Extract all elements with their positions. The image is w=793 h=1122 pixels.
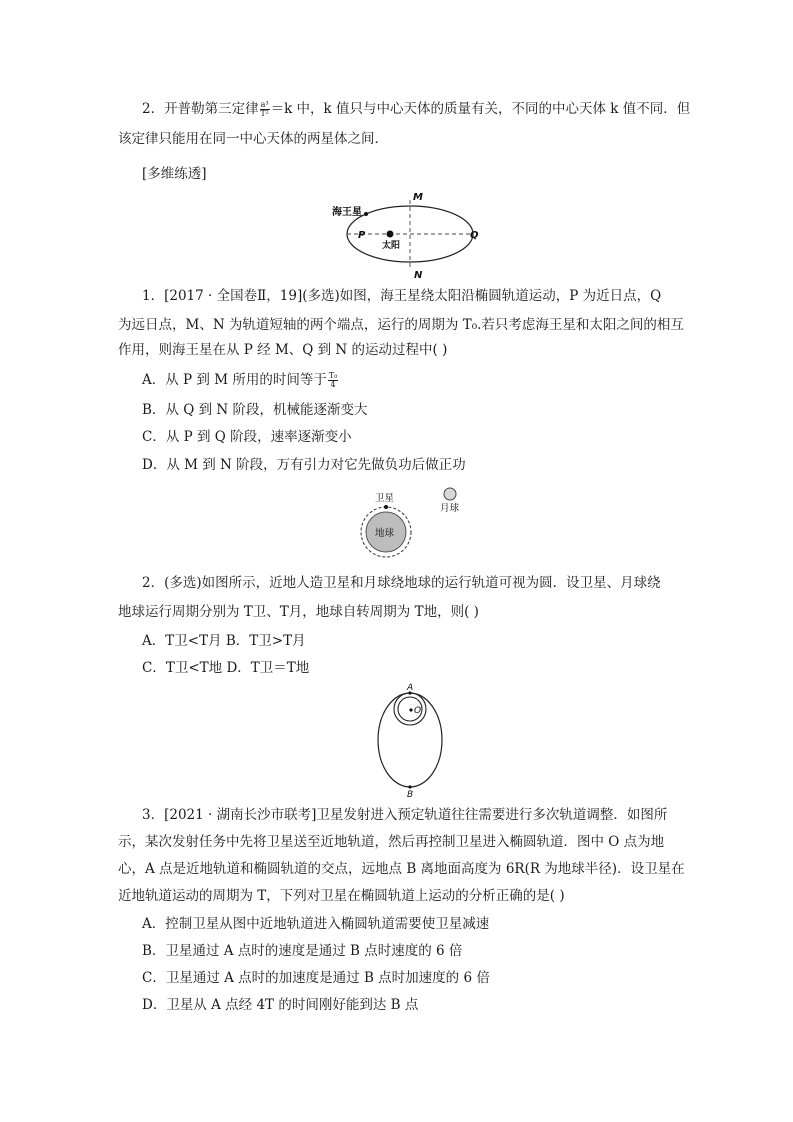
label-Q: Q [470,230,479,241]
moon-circle [444,488,456,500]
intro-line-1 [142,99,690,119]
elliptical-orbit [378,693,442,787]
satellite-label: 卫星 [375,493,395,504]
label-M: M [413,192,423,203]
q3-option-c: C．卫星通过 A 点时的加速度是通过 B 点时加速度的 6 倍 [142,970,490,986]
neptune-label: 海王星 [332,207,362,218]
label-A: A [407,683,414,693]
q3-line-3: 心，A 点是近地轨道和椭圆轨道的交点，远地点 B 离地面高度为 6R(R 为地球半径)．设卫星在 [118,861,685,877]
q1-option-a: A．从 P 到 M 所用的时间等于 $\frac{\text{T₀}}{4}$ [142,371,338,389]
q2-options-cd: C．T卫<T地 D．T卫＝T地 [142,660,310,676]
q2-line-2: 地球运行周期分别为 T卫、T月，地球自转周期为 T地，则( ) [118,604,479,620]
q1-option-b: B．从 Q 到 N 阶段，机械能逐渐变大 [142,402,368,418]
intro-line-1a: 2．开普勒第三定律 [142,101,259,117]
q1-line-2: 为远日点，M、N 为轨道短轴的两个端点，运行的周期为 T₀.若只考虑海王星和太阳之间的相互 [118,317,684,333]
satellite-dot [384,505,388,509]
earth-satellite-figure [355,485,475,560]
q1-option-d: D．从 M 到 N 阶段，万有引力对它先做负功后做正功 [142,457,466,473]
intro-line-1b: ＝k 中，k 值只与中心天体的质量有关，不同的中心天体 k 值不同．但 [270,101,691,117]
moon-label: 月球 [440,503,460,514]
q3-option-b: B．卫星通过 A 点时的速度是通过 B 点时速度的 6 倍 [142,943,463,959]
center-O-dot [409,708,412,711]
sun-dot [387,231,394,238]
q3-option-d: D．卫星从 A 点经 4T 的时间刚好能到达 B 点 [142,997,419,1013]
point-B-dot [408,785,411,788]
sun-label: 太阳 [382,241,401,251]
intro-line-2: 该定律只能用在同一中心天体的两星体之间． [118,131,388,147]
q3-line-2: 示，某次发射任务中先将卫星送至近地轨道，然后再控制卫星进入椭圆轨道．图中 O 点为地 [118,834,665,850]
q3-line-1: 3．[2021 · 湖南长沙市联考]卫星发射进入预定轨道往往需要进行多次轨道调整．如图所 [142,807,668,823]
label-O: O [414,706,422,716]
neptune-orbit-figure [330,190,480,280]
q1-line-1: 1．[2017 · 全国卷Ⅱ，19](多选)如图，海王星绕太阳沿椭圆轨道运动，P 为近日点，Q [142,288,662,304]
q3-option-a: A．控制卫星从图中近地轨道进入椭圆轨道需要使卫星减速 [142,916,490,932]
label-N: N [414,270,423,281]
q2-line-1: 2．(多选)如图所示，近地人造卫星和月球绕地球的运行轨道可视为圆．设卫星、月球绕 [142,575,661,591]
orbit-transfer-figure [370,680,460,800]
earth-label: 地球 [375,528,395,539]
label-B: B [407,790,414,800]
q2-options-ab: A．T卫<T月 B．T卫>T月 [142,633,306,649]
period-fraction: $\frac{\text{T₀}}{4}$ [328,371,338,389]
neptune-dot [364,212,368,216]
section-heading: [多维练透] [142,166,207,182]
kepler-fraction: $\frac{\text{a³}}{\text{T²}}$ [260,100,269,118]
q1-line-3: 作用，则海王星在从 P 经 M、Q 到 N 的运动过程中( ) [118,342,448,358]
q3-line-4: 近地轨道运动的周期为 T，下列对卫星在椭圆轨道上运动的分析正确的是( ) [118,888,565,904]
q1-option-c: C．从 P 到 Q 阶段，速率逐渐变小 [142,429,352,445]
label-P: P [358,230,366,241]
